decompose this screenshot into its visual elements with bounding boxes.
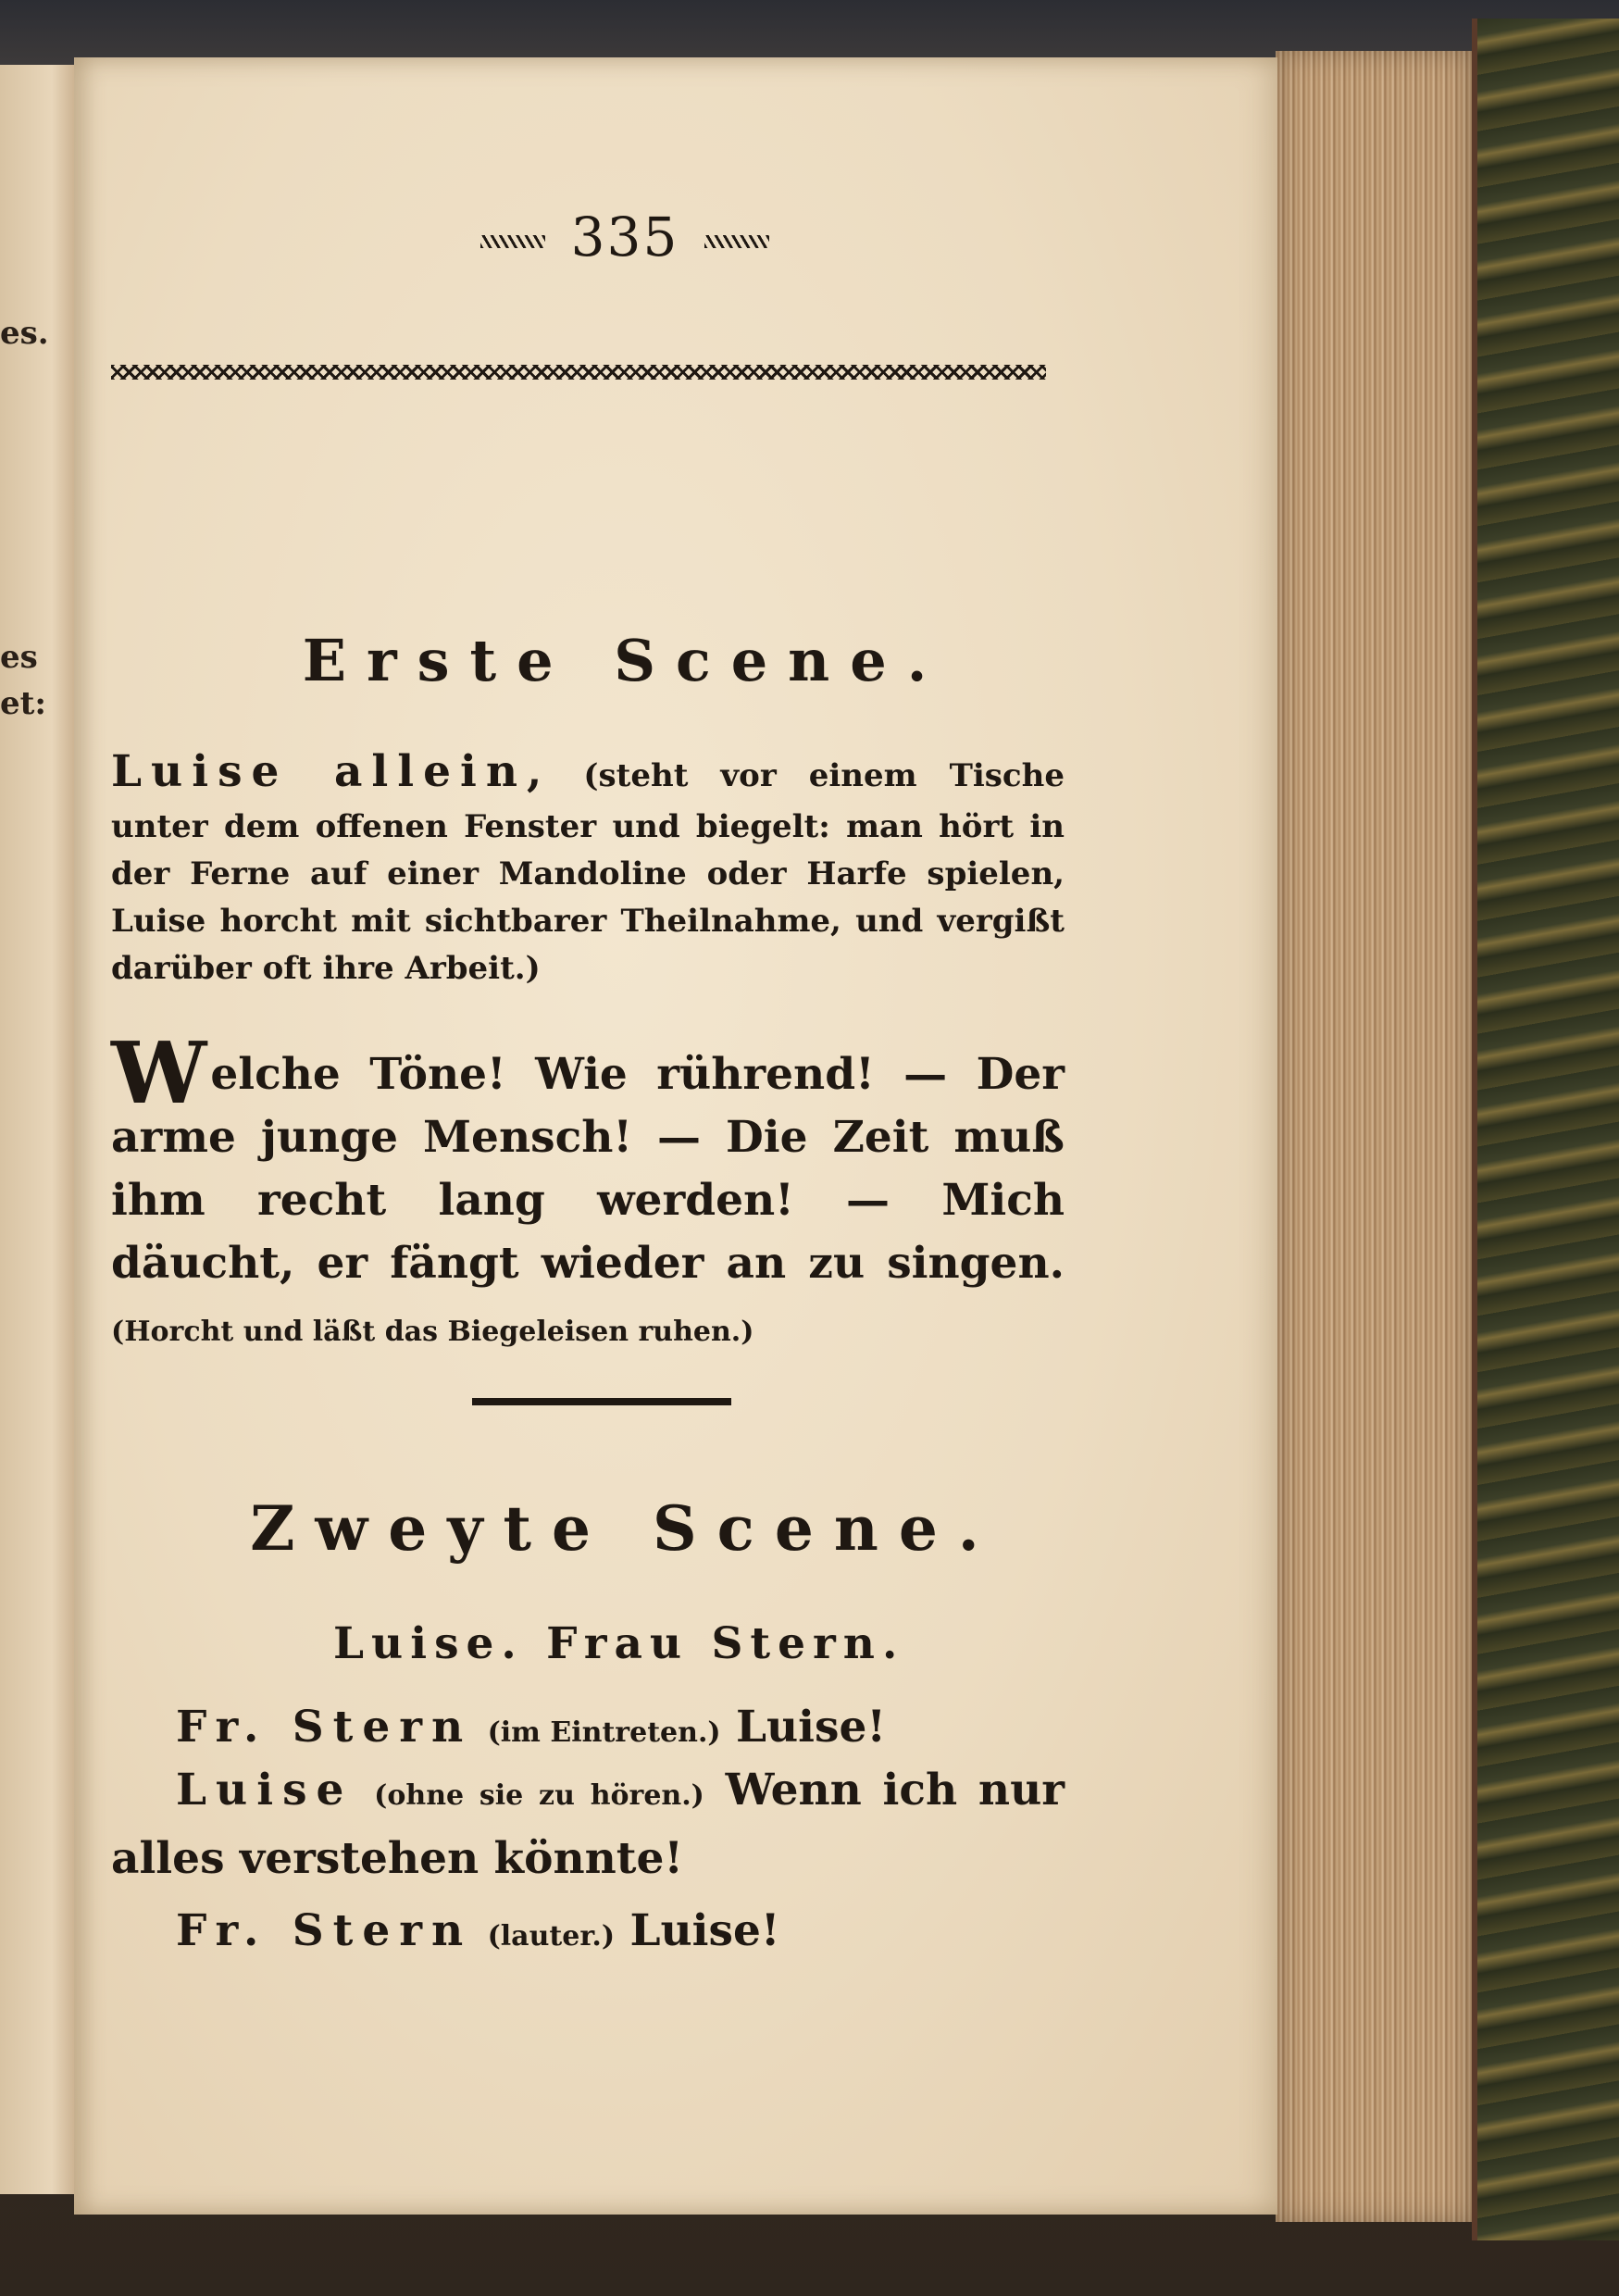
header-ornamental-rule [111,365,1046,380]
book-cover-marbled [1472,19,1619,2240]
page-content [111,57,1139,2215]
stage-direction-inline: (Horcht und läßt das Biegeleisen ruhen.) [111,1316,754,1348]
book-page [74,57,1277,2215]
drop-cap: W [111,1023,207,1123]
speech-luise [111,1023,1065,1364]
speaker-name: Luise allein, [111,746,552,797]
left-page-fragment: et: [0,685,46,722]
dialogue-text: Luise! [735,1702,887,1753]
speaker-name: Fr. Stern [176,1905,473,1956]
stage-direction-inline: (im Eintreten.) [487,1716,721,1749]
left-page-edge [0,65,74,2194]
ornament-left [480,235,545,248]
dialogue-text: Wenn ich nur alles verstehen könnte! [111,1765,1065,1884]
scene-heading-2: Zweyte Scene. [250,1492,1000,1565]
page-edges [1276,51,1472,2222]
dialogue-line [176,1900,780,1968]
page-number: 335 [111,206,1139,268]
stage-direction-text: (steht vor einem Tische unter dem offenen Fenster und biegelt: man hört in der Ferne auf einer Mandoline oder Harfe spielen, Luise horcht mit sichtbarer Theilnahme, und vergißt darüber oft ihre Arbeit.) [111,757,1065,987]
stage-direction-inline: (ohne sie zu hören.) [374,1779,704,1812]
scene-heading-1: Erste Scene. [302,627,948,694]
ornament-right [704,235,769,248]
speaker-name: Luise [176,1765,354,1816]
speaker-name: Fr. Stern [176,1702,473,1753]
left-page-fragment: es [0,639,38,676]
scene-divider [472,1398,731,1405]
stage-direction-1 [111,741,1065,992]
left-page-fragment: es. [0,315,49,352]
speech-text: elche Töne! Wie rührend! — Der arme junge Mensch! — Die Zeit muß ihm recht lang werden! — Mich däucht, er fängt wieder an zu singen. [111,1049,1065,1289]
stage-direction-inline: (lauter.) [487,1920,616,1953]
dialogue-line [111,1759,1065,1890]
dialogue-text: Luise! [629,1905,780,1956]
character-list: Luise. Frau Stern. [333,1618,905,1669]
dialogue-line [176,1696,886,1765]
